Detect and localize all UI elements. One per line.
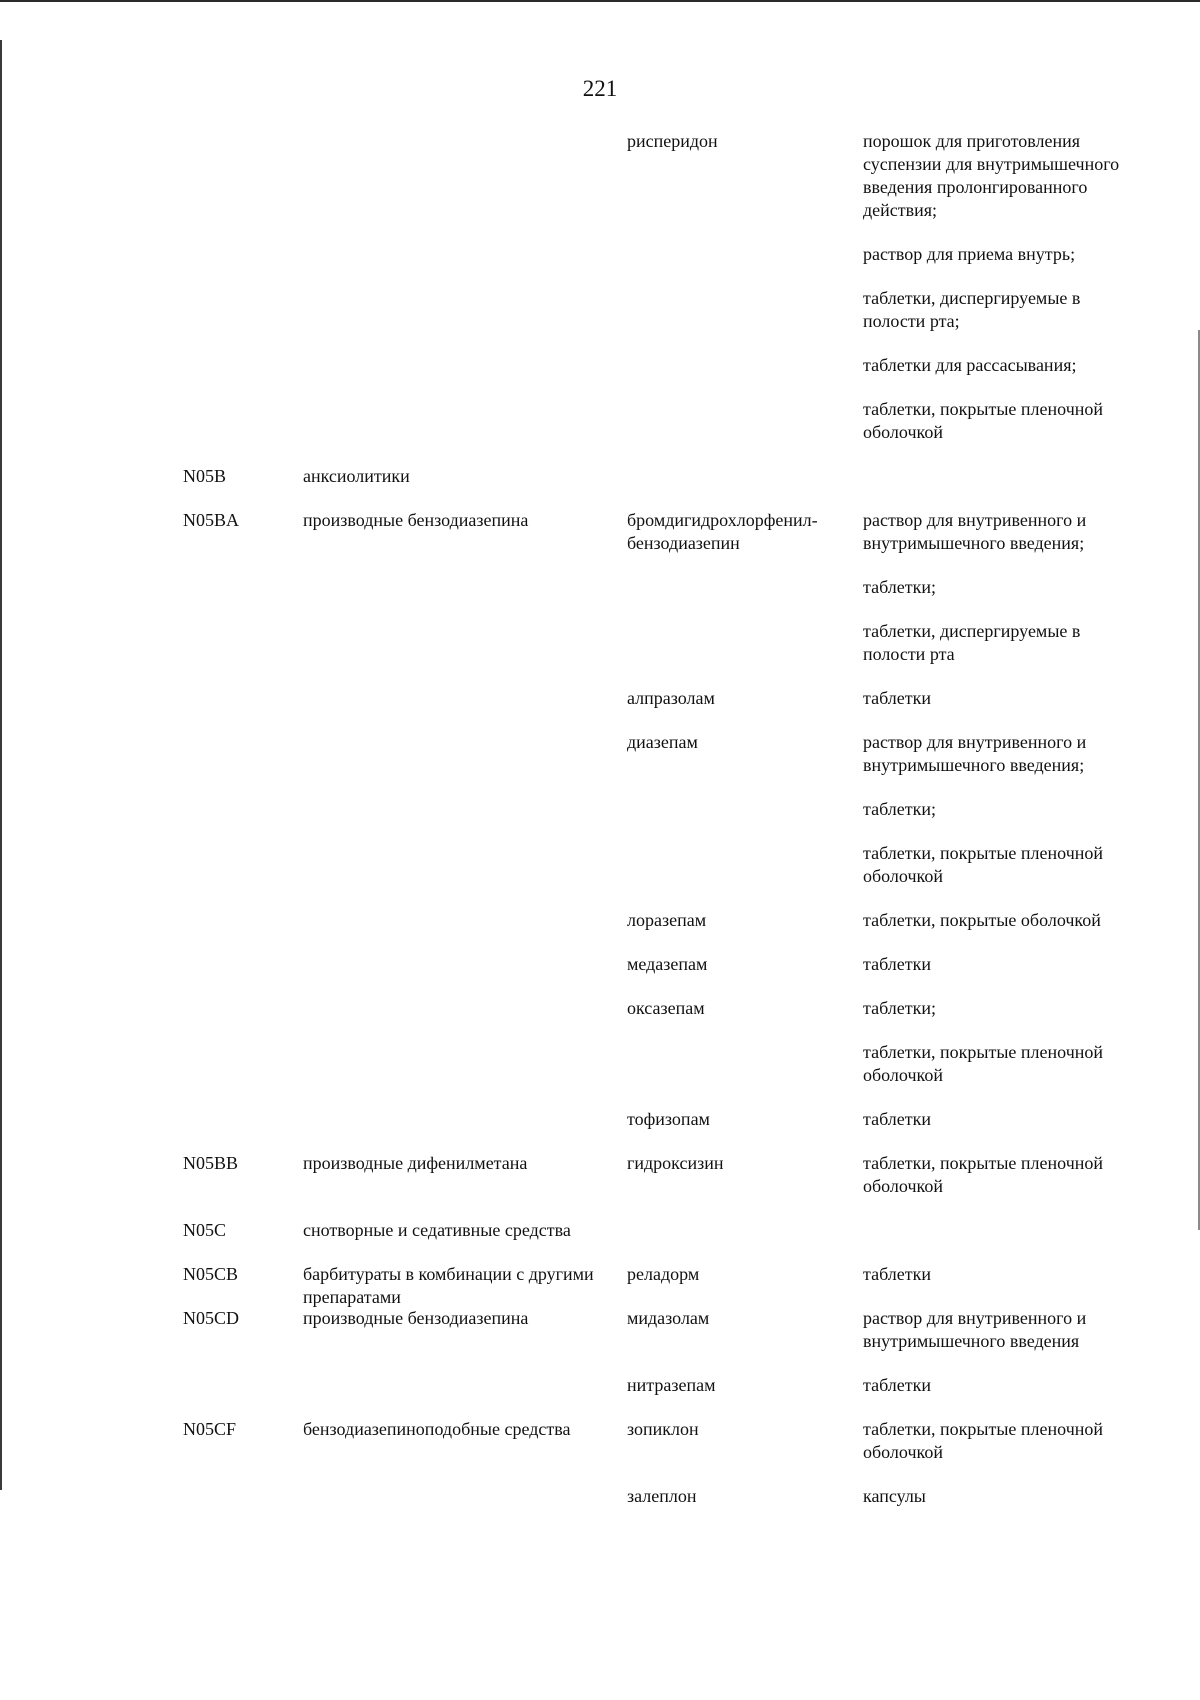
dosage-form-cell: таблетки	[863, 688, 932, 708]
group-name-cell: производные дифенилметана	[303, 1153, 528, 1173]
drug-table	[183, 130, 1133, 1529]
dosage-form-cell: капсулы	[863, 1486, 926, 1506]
table-row	[183, 842, 1133, 888]
group-name-cell: производные бензодиазепина	[303, 510, 529, 530]
dosage-form-cell	[863, 465, 1133, 488]
drug-name-cell: алпразолам	[627, 688, 715, 708]
dosage-form-cell: таблетки, покрытые пленочной оболочкой	[863, 843, 1104, 886]
table-row	[183, 687, 1133, 710]
dosage-form-cell: таблетки;	[863, 799, 937, 819]
drug-name-cell: тофизопам	[627, 1109, 710, 1129]
dosage-form-cell: таблетки	[863, 1109, 932, 1129]
dosage-form-cell: таблетки, покрытые оболочкой	[863, 910, 1101, 930]
scan-edge-left	[0, 40, 2, 1490]
table-row	[183, 798, 1133, 821]
atc-code-cell: N05BA	[183, 510, 240, 530]
drug-name-cell: зопиклон	[627, 1419, 699, 1439]
table-row	[183, 731, 1133, 777]
table-row	[183, 130, 1133, 222]
table-row	[183, 354, 1133, 377]
table-row	[183, 1041, 1133, 1087]
dosage-form-cell: таблетки, покрытые пленочной оболочкой	[863, 1153, 1104, 1196]
atc-code-cell: N05B	[183, 466, 227, 486]
table-row	[183, 509, 1133, 555]
drug-name-cell: лоразепам	[627, 910, 707, 930]
table-row	[183, 620, 1133, 666]
table-row	[183, 398, 1133, 444]
dosage-form-cell: таблетки, покрытые пленочной оболочкой	[863, 1419, 1104, 1462]
drug-name-cell: залеплон	[627, 1486, 697, 1506]
table-row	[183, 1108, 1133, 1131]
dosage-form-cell: таблетки, диспергируемые в полости рта;	[863, 288, 1081, 331]
dosage-form-cell: таблетки;	[863, 998, 937, 1018]
table-row	[183, 243, 1133, 266]
drug-name-cell: бромдигидрохлорфенил-бензодиазепин	[627, 510, 818, 553]
table-row	[183, 1374, 1133, 1397]
atc-code-cell: N05CB	[183, 1264, 239, 1284]
dosage-form-cell: таблетки, покрытые пленочной оболочкой	[863, 399, 1104, 442]
drug-name-cell: гидроксизин	[627, 1153, 724, 1173]
drug-name-cell: медазепам	[627, 954, 708, 974]
drug-name-cell: нитразепам	[627, 1375, 716, 1395]
table-row	[183, 1485, 1133, 1508]
table-row	[183, 576, 1133, 599]
dosage-form-cell: раствор для приема внутрь;	[863, 244, 1076, 264]
group-name-cell: снотворные и седативные средства	[303, 1220, 571, 1240]
drug-name-cell: оксазепам	[627, 998, 705, 1018]
table-row	[183, 1152, 1133, 1198]
dosage-form-cell: таблетки	[863, 1264, 932, 1284]
table-row	[183, 1219, 1133, 1242]
group-name-cell: анксиолитики	[303, 466, 410, 486]
drug-name-cell: мидазолам	[627, 1308, 710, 1328]
group-name-cell: бензодиазепиноподобные средства	[303, 1419, 571, 1439]
table-row	[183, 997, 1133, 1020]
dosage-form-cell: раствор для внутривенного и внутримышечного введения;	[863, 732, 1087, 775]
table-row	[183, 909, 1133, 932]
dosage-form-cell: таблетки для рассасывания;	[863, 355, 1077, 375]
dosage-form-cell: раствор для внутривенного и внутримышечного введения	[863, 1308, 1087, 1351]
group-name-cell: барбитураты в комбинации с другими препаратами	[303, 1264, 594, 1307]
dosage-form-cell: раствор для внутривенного и внутримышечного введения;	[863, 510, 1087, 553]
table-row	[183, 287, 1133, 333]
table-row	[183, 1307, 1133, 1353]
drug-name-cell: диазепам	[627, 732, 698, 752]
drug-name-cell: рисперидон	[627, 131, 718, 151]
dosage-form-cell: порошок для приготовления суспензии для внутримышечного введения пролонгированного действия;	[863, 131, 1120, 220]
page-number: 221	[582, 76, 618, 101]
table-row	[183, 953, 1133, 976]
atc-code-cell: N05CF	[183, 1419, 237, 1439]
table-row	[183, 1263, 1133, 1307]
scan-edge-top	[0, 0, 1200, 2]
atc-code-cell: N05C	[183, 1220, 227, 1240]
table-row	[183, 1418, 1133, 1464]
dosage-form-cell: таблетки, диспергируемые в полости рта	[863, 621, 1081, 664]
dosage-form-cell	[863, 1219, 1133, 1242]
dosage-form-cell: таблетки	[863, 954, 932, 974]
dosage-form-cell: таблетки, покрытые пленочной оболочкой	[863, 1042, 1104, 1085]
drug-name-cell: реладорм	[627, 1264, 700, 1284]
dosage-form-cell: таблетки;	[863, 577, 937, 597]
group-name-cell: производные бензодиазепина	[303, 1308, 529, 1328]
atc-code-cell: N05BB	[183, 1153, 239, 1173]
table-row	[183, 465, 1133, 488]
dosage-form-cell: таблетки	[863, 1375, 932, 1395]
atc-code-cell: N05CD	[183, 1308, 240, 1328]
